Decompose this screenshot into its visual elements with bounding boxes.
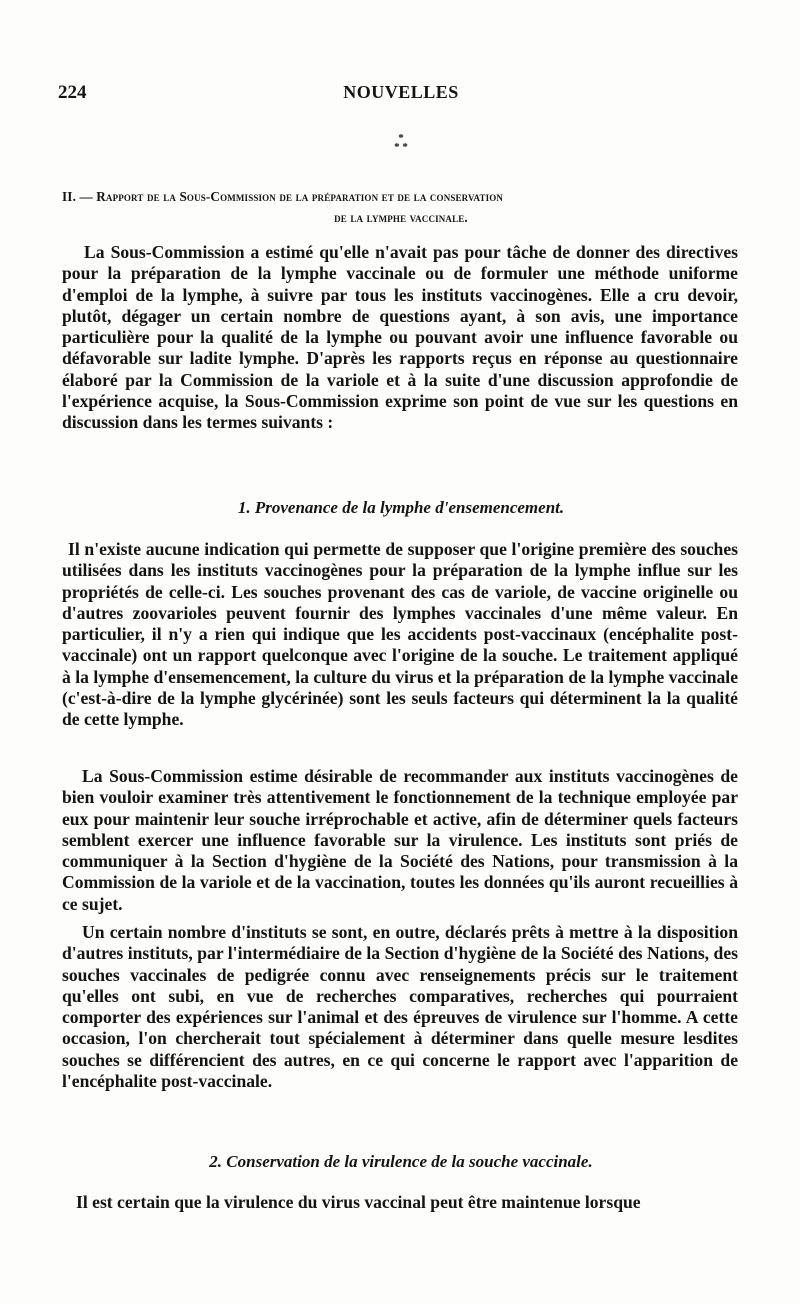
section-title-line2: de la lymphe vaccinale. [334,210,468,225]
intro-paragraph: La Sous-Commission a estimé qu'elle n'avait pas pour tâche de donner des directives pour la préparation de la lymphe vaccinale ou de formuler une méthode uniforme d'emploi de la lymphe, à suivre par tous les instituts vaccinogènes. Elle a cru devoir, plutôt, dégager un certain nombre de questions ayant, à son avis, une importance particulière pour la qualité de la lymphe ou pouvant avoir une influence favorable ou défavorable sur ladite lymphe. D'après les rapports reçus en réponse au questionnaire élaboré par la Commission de la variole et à la suite d'une discussion approfondie de l'expérience acquise, la Sous-Commission exprime son point de vue sur les questions en discussion dans les termes suivants : [62,242,738,433]
document-page [58,0,740,1304]
asterism-top: * [398,132,404,144]
section-title [62,186,740,228]
page-number: 224 [58,82,87,103]
section-title-line1: II. — Rapport de la Sous-Commission de la préparation et de la conservation [62,189,504,204]
subsection-1-paragraph-2: La Sous-Commission estime désirable de recommander aux instituts vaccinogènes de bien vouloir examiner très attentivement le fonctionnement de la technique employée par eux pour maintenir leur souche irréprochable et active, afin de déterminer quels facteurs semblent exercer une influence favorable sur la virulence. Les instituts sont priés de communiquer à la Section d'hygiène de la Société des Nations, pour transmission à la Commission de la variole et de la vaccination, toutes les données qu'ils auront recueillies à ce sujet. [62,766,738,914]
subsection-2-paragraph-1: Il est certain que la virulence du virus vaccinal peut être maintenue lorsque [76,1192,641,1212]
asterism-bottom: * * [394,141,408,153]
subsection-1-paragraph-3: Un certain nombre d'instituts se sont, en outre, déclarés prêts à mettre à la disposition d'autres instituts, par l'intermédiaire de la Section d'hygiène de la Société des Nations, des souches vaccinales de pedigrée connu avec renseignements précis sur le traitement qu'elles ont subi, en vue de recherches comparatives, recherches qui pourraient comporter des expériences sur l'animal et des épreuves de virulence sur l'homme. A cette occasion, l'on chercherait tout spécialement à déterminer dans quelle mesure lesdites souches se différencient des autres, en ce qui concerne le rapport avec l'apparition de l'encéphalite post-vaccinale. [62,922,738,1092]
subsection-heading-1: 1. Provenance de la lymphe d'ensemencement. [237,498,565,517]
asterism-ornament [62,134,740,152]
page-header [58,82,740,112]
subsection-heading-2: 2. Conservation de la virulence de la souche vaccinale. [209,1152,593,1171]
running-title: NOUVELLES [343,82,459,102]
subsection-1-paragraph-1: Il n'existe aucune indication qui permette de supposer que l'origine première des souches utilisées dans les instituts vaccinogènes pour la préparation de la lymphe influe sur les propriétés de celle-ci. Les souches provenant des cas de variole, de vaccine originelle ou d'autres zoovarioles peuvent fournir des lymphes vaccinales d'une même valeur. En particulier, il n'y a rien qui indique que les accidents post-vaccinaux (encéphalite post-vaccinale) ont un rapport quelconque avec l'origine de la souche. Le traitement appliqué à la lymphe d'ensemencement, la culture du virus et la préparation de la lymphe vaccinale (c'est-à-dire de la lymphe glycérinée) sont les seuls facteurs qui déterminent la la qualité de cette lymphe. [62,539,738,730]
